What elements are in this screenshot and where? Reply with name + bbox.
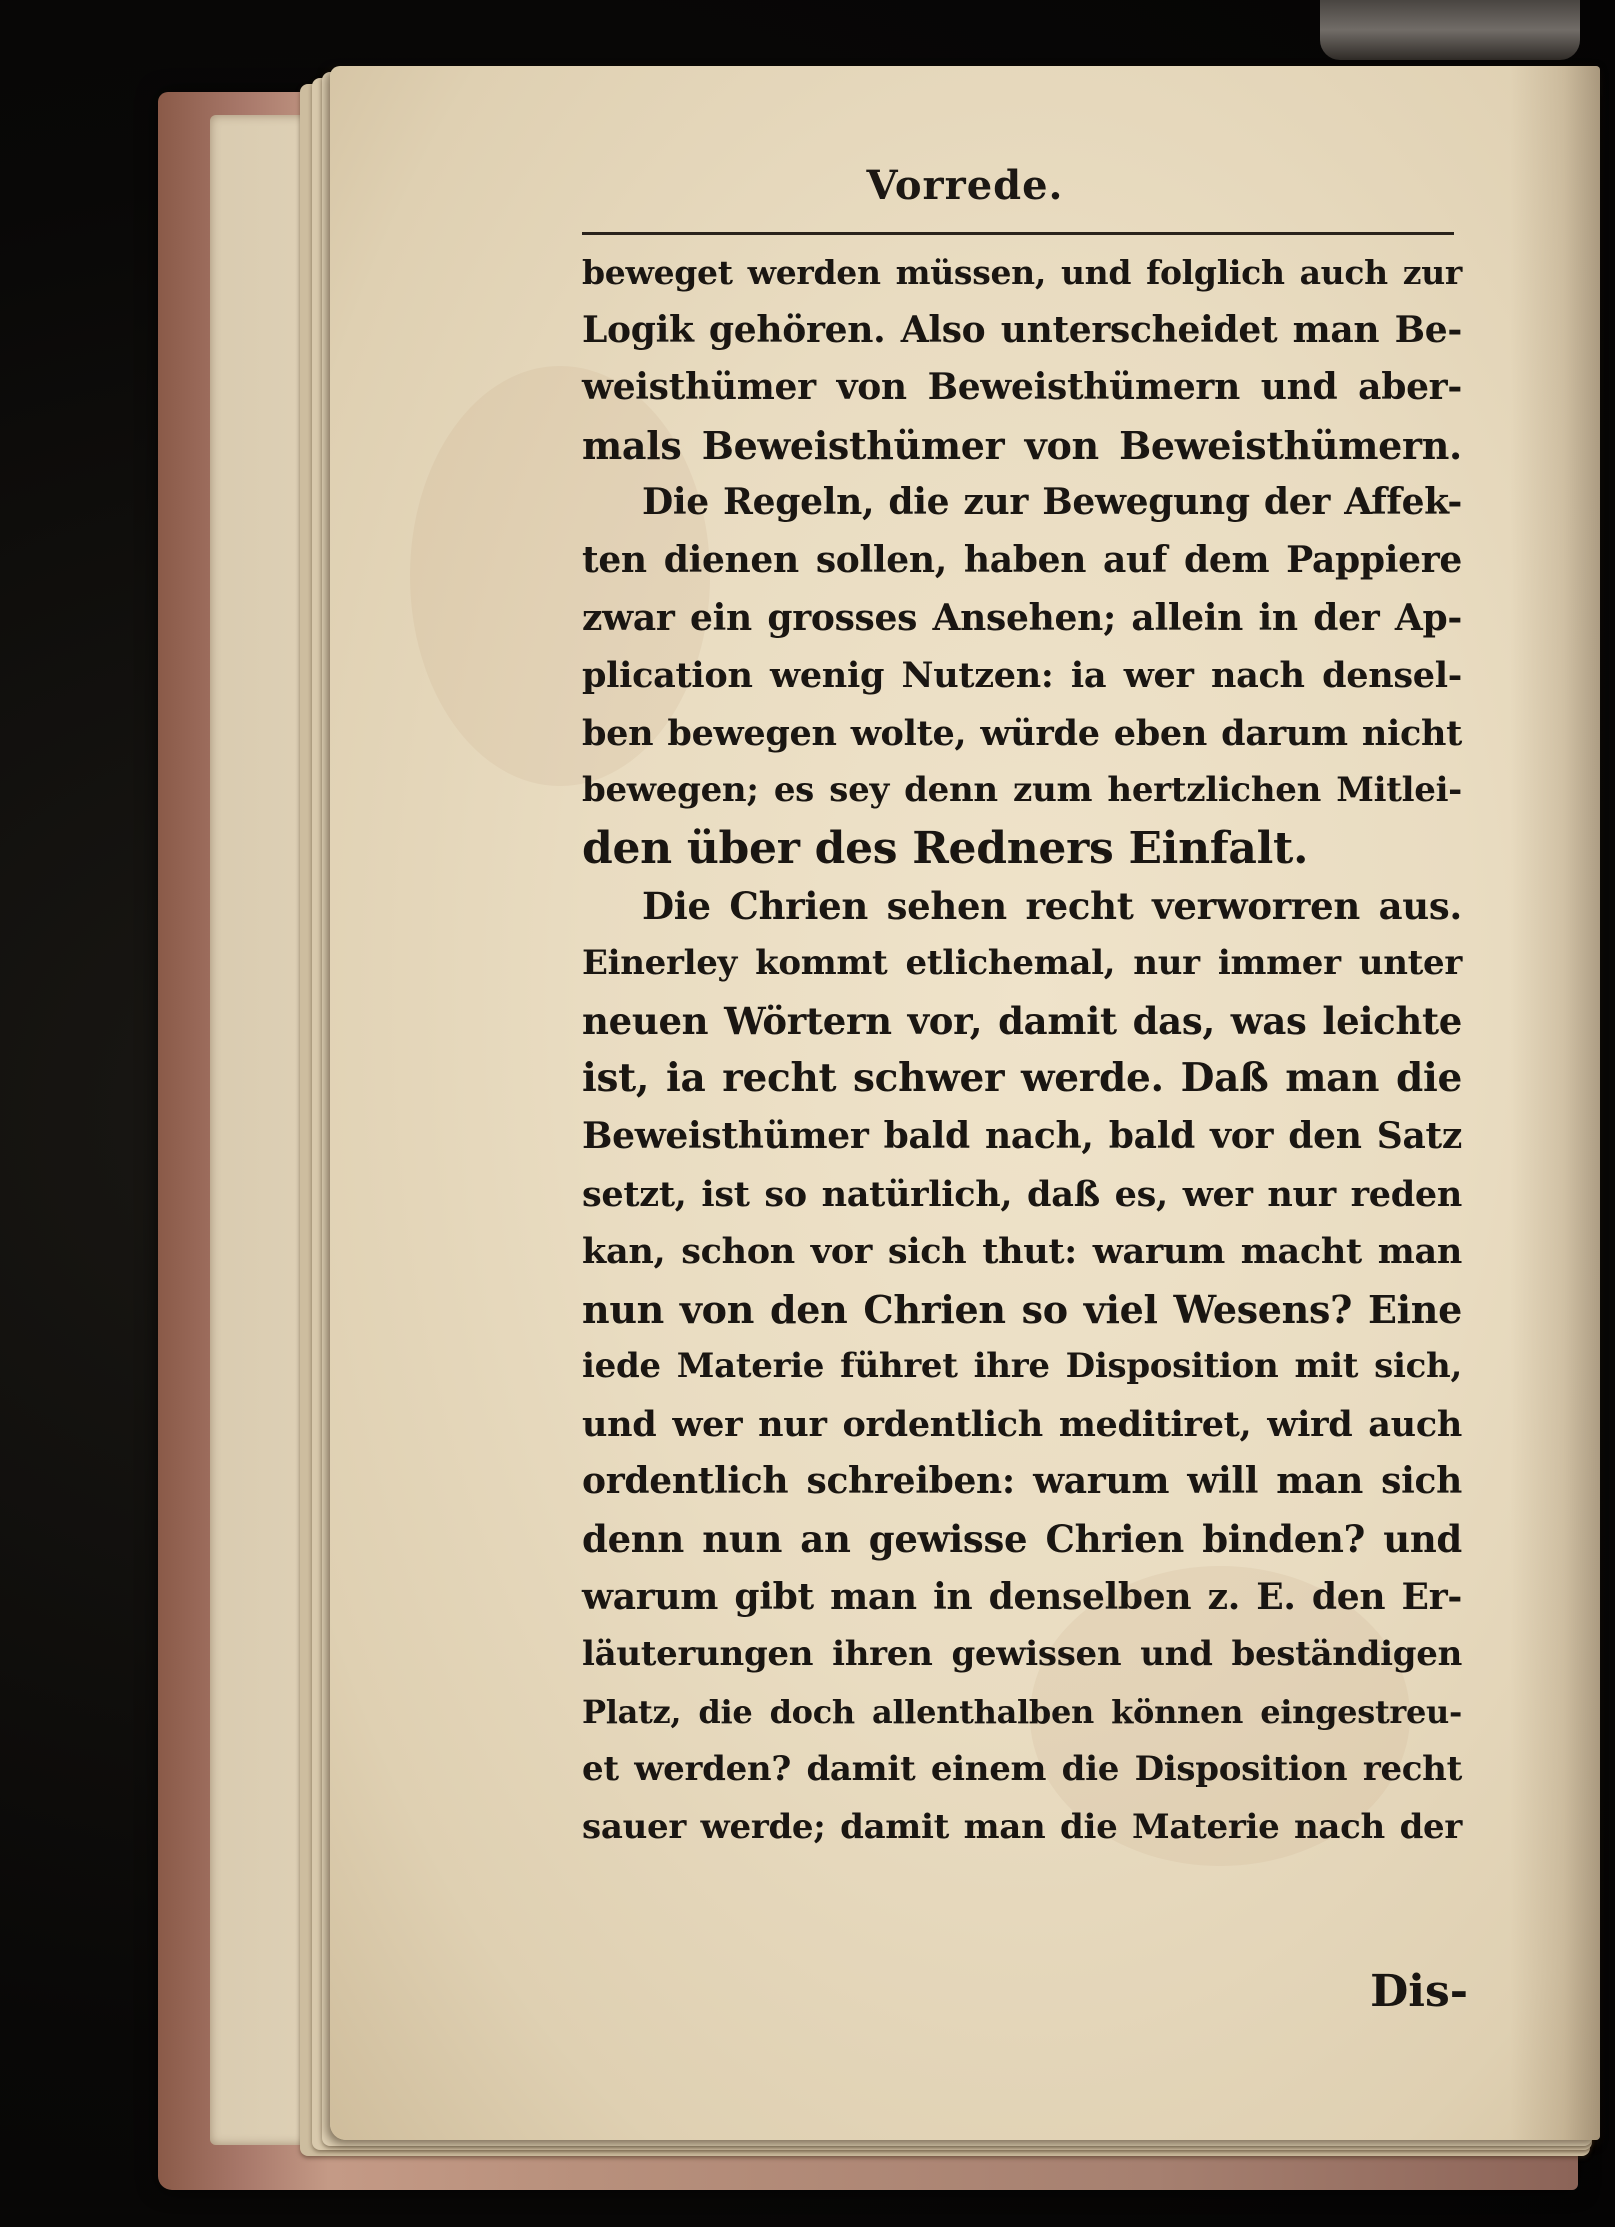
text-line: mals Beweisthümer von Beweisthümern.: [582, 422, 1462, 468]
text-line: et werden? damit einem die Disposition recht: [582, 1749, 1462, 1790]
catchword: Dis-: [1370, 1966, 1468, 2017]
text-line: ordentlich schreiben: warum will man sich: [582, 1460, 1462, 1503]
text-line: setzt, ist so natürlich, daß es, wer nur reden: [582, 1173, 1462, 1215]
text-line: Beweisthümer bald nach, bald vor den Satz: [582, 1114, 1462, 1157]
text-line: den über des Redners Einfalt.: [582, 822, 1309, 874]
text-line: Die Regeln, die zur Bewegung der Affek-: [642, 481, 1462, 524]
text-line: zwar ein grosses Ansehen; allein in der Ap-: [582, 596, 1462, 639]
text-line: Die Chrien sehen recht verworren aus.: [642, 883, 1462, 928]
text-line: Platz, die doch allenthalben können eingestreu-: [582, 1692, 1462, 1731]
text-line: ten dienen sollen, haben auf dem Pappiere: [582, 538, 1462, 581]
text-line: bewegen; es sey denn zum hertzlichen Mitlei-: [582, 770, 1462, 811]
text-line: warum gibt man in denselben z. E. den Er-: [582, 1575, 1462, 1618]
text-line: und wer nur ordentlich meditiret, wird auch: [582, 1403, 1462, 1445]
text-line: läuterungen ihren gewissen und beständigen: [582, 1634, 1462, 1675]
book-page: [330, 66, 1600, 2140]
text-line: ist, ia recht schwer werde. Daß man die: [582, 1055, 1462, 1102]
text-line: neuen Wörtern vor, damit das, was leichte: [582, 998, 1462, 1043]
text-line: denn nun an gewisse Chrien binden? und: [582, 1517, 1462, 1562]
text-line: ben bewegen wolte, würde eben darum nicht: [582, 712, 1462, 754]
metal-clasp: [1320, 0, 1580, 60]
text-line: Logik gehören. Also unterscheidet man Be-: [582, 308, 1462, 351]
text-line: kan, schon vor sich thut: warum macht man: [582, 1231, 1462, 1273]
text-line: iede Materie führet ihre Disposition mit sich,: [582, 1346, 1462, 1387]
text-line: beweget werden müssen, und folglich auch zur: [582, 253, 1462, 292]
text-line: weisthümer von Beweisthümern und aber-: [582, 366, 1462, 409]
text-line: Einerley kommt etlichemal, nur immer unter: [582, 943, 1462, 984]
running-head: Vorrede.: [866, 162, 1064, 209]
text-line: sauer werde; damit man die Materie nach der: [582, 1807, 1462, 1848]
text-line: plication wenig Nutzen: ia wer nach densel-: [582, 655, 1462, 697]
header-rule: [582, 232, 1454, 235]
text-line: nun von den Chrien so viel Wesens? Eine: [582, 1286, 1462, 1332]
body-text: [582, 244, 1462, 1857]
